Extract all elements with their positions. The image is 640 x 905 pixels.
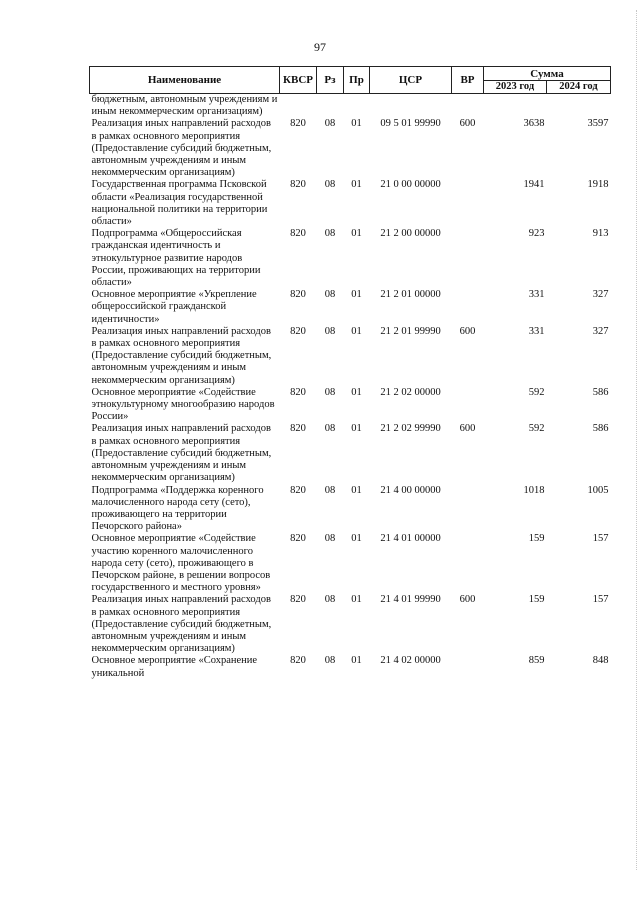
- table-row: [90, 94, 611, 119]
- cell-csr: 21 2 02 99990: [380, 423, 441, 435]
- cell-kvsr: 820: [290, 179, 306, 191]
- cell-2023: 331: [528, 289, 545, 301]
- cell-csr: 21 4 00 00000: [380, 484, 441, 496]
- cell-2023: 859: [528, 655, 545, 667]
- cell-name: Основное мероприятие «Содействие участию коренного малочисленного народа сету (сето), проживающего в Печорском районе, в решении вопросов государственного и местного уровня»: [91, 533, 271, 594]
- cell-name: Основное мероприятие «Сохранение уникальной: [91, 655, 258, 679]
- table-row: [90, 423, 611, 484]
- cell-kvsr: 820: [290, 594, 306, 606]
- cell-2024: 157: [592, 594, 609, 606]
- cell-2024: 586: [592, 386, 609, 398]
- cell-kvsr: 820: [290, 228, 306, 240]
- cell-rz: [317, 94, 344, 119]
- cell-kvsr: 820: [290, 289, 306, 301]
- cell-name: Подпрограмма «Общероссийская гражданская идентичность и этнокультурное развитие народов России, проживающих на территории области»: [91, 228, 261, 289]
- cell-csr: [370, 94, 452, 119]
- cell-name: Реализация иных направлений расходов в рамках основного мероприятия (Предоставление субсидий бюджетным, автономным учреждениям и иным некоммерческим организациям): [91, 325, 272, 386]
- cell-rz: 08: [324, 533, 336, 545]
- cell-vr: [452, 179, 484, 228]
- cell-rz: 08: [324, 655, 336, 667]
- cell-vr: [452, 387, 484, 424]
- table-row: [90, 326, 611, 387]
- header-2023: 2023 год: [484, 81, 547, 94]
- cell-name: Государственная программа Псковской области «Реализация государственной национальной политики на территории области»: [91, 179, 268, 228]
- cell-rz: 08: [324, 118, 336, 130]
- cell-rz: 08: [324, 179, 336, 191]
- table-row: [90, 179, 611, 228]
- cell-kvsr: 820: [290, 655, 306, 667]
- cell-pr: 01: [351, 179, 362, 191]
- header-sum: Сумма: [484, 67, 611, 81]
- table-body: [90, 94, 611, 680]
- cell-vr: [452, 289, 484, 326]
- table-row: [90, 228, 611, 289]
- cell-2024: 327: [592, 325, 609, 337]
- table-row: [90, 289, 611, 326]
- cell-pr: 01: [351, 118, 362, 130]
- cell-2023: 3638: [523, 118, 545, 130]
- cell-vr: [452, 655, 484, 679]
- cell-name: Основное мероприятие «Содействие этнокультурному многообразию народов России»: [91, 386, 275, 423]
- cell-vr: 600: [459, 423, 476, 435]
- cell-rz: 08: [324, 594, 336, 606]
- cell-2024: 586: [592, 423, 609, 435]
- cell-kvsr: [280, 94, 317, 119]
- cell-rz: 08: [324, 386, 336, 398]
- table-row: [90, 655, 611, 679]
- cell-pr: [344, 94, 370, 119]
- cell-2023: 923: [528, 228, 545, 240]
- cell-pr: 01: [351, 533, 362, 545]
- cell-kvsr: 820: [290, 325, 306, 337]
- scan-edge: [636, 10, 638, 870]
- cell-rz: 08: [324, 423, 336, 435]
- cell-kvsr: 820: [290, 118, 306, 130]
- cell-vr: 600: [459, 118, 476, 130]
- cell-csr: 21 4 01 99990: [380, 594, 441, 606]
- cell-pr: 01: [351, 228, 362, 240]
- cell-rz: 08: [324, 228, 336, 240]
- header-csr: ЦСР: [370, 67, 452, 94]
- cell-name: бюджетным, автономным учреждениям и иным некоммерческим организациям): [91, 94, 278, 118]
- cell-vr: [452, 485, 484, 534]
- cell-csr: 21 4 01 00000: [380, 533, 441, 545]
- cell-name: Реализация иных направлений расходов в рамках основного мероприятия (Предоставление субсидий бюджетным, автономным учреждениям и иным некоммерческим организациям): [91, 594, 272, 655]
- cell-pr: 01: [351, 325, 362, 337]
- cell-vr: 600: [459, 325, 476, 337]
- cell-vr: 600: [459, 594, 476, 606]
- cell-2024: 913: [592, 228, 609, 240]
- header-pr: Пр: [344, 67, 370, 94]
- cell-kvsr: 820: [290, 484, 306, 496]
- header-rz: Рз: [317, 67, 344, 94]
- cell-2024: 327: [592, 289, 609, 301]
- cell-rz: 08: [324, 325, 336, 337]
- cell-vr: [452, 94, 484, 119]
- cell-2024: 1918: [587, 179, 609, 191]
- cell-2024: 848: [592, 655, 609, 667]
- cell-2023: 1018: [523, 484, 545, 496]
- cell-2023: 1941: [523, 179, 545, 191]
- cell-csr: 21 2 01 00000: [380, 289, 441, 301]
- cell-pr: 01: [351, 594, 362, 606]
- cell-kvsr: 820: [290, 533, 306, 545]
- cell-2024: 1005: [587, 484, 609, 496]
- cell-name: Основное мероприятие «Укрепление общероссийской гражданской идентичности»: [91, 289, 257, 325]
- cell-2023: 592: [528, 423, 545, 435]
- header-vr: ВР: [452, 67, 484, 94]
- cell-csr: 21 2 00 00000: [380, 228, 441, 240]
- cell-kvsr: 820: [290, 386, 306, 398]
- cell-rz: 08: [324, 484, 336, 496]
- cell-2023: 159: [528, 533, 545, 545]
- table-row: [90, 485, 611, 534]
- cell-2024: 157: [592, 533, 609, 545]
- page-number: 97: [314, 40, 326, 54]
- cell-pr: 01: [351, 386, 362, 398]
- cell-rz: 08: [324, 289, 336, 301]
- cell-2024: 3597: [587, 118, 609, 130]
- cell-csr: 09 5 01 99990: [380, 118, 441, 130]
- cell-name: Реализация иных направлений расходов в рамках основного мероприятия (Предоставление субсидий бюджетным, автономным учреждениям и иным некоммерческим организациям): [91, 118, 272, 179]
- cell-csr: 21 2 02 00000: [380, 386, 441, 398]
- budget-table: [89, 66, 611, 680]
- cell-vr: [452, 228, 484, 289]
- cell-pr: 01: [351, 423, 362, 435]
- table-row: [90, 118, 611, 179]
- cell-name: Подпрограмма «Поддержка коренного малочисленного народа сету (сето), проживающего на территории Печорского района»: [91, 484, 264, 533]
- table-row: [90, 387, 611, 424]
- header-2024: 2024 год: [547, 81, 611, 94]
- cell-csr: 21 4 02 00000: [380, 655, 441, 667]
- header-name: Наименование: [90, 67, 280, 94]
- cell-2023: [484, 94, 547, 119]
- cell-kvsr: 820: [290, 423, 306, 435]
- table-header: [90, 67, 611, 94]
- cell-name: Реализация иных направлений расходов в рамках основного мероприятия (Предоставление субсидий бюджетным, автономным учреждениям и иным некоммерческим организациям): [91, 423, 272, 484]
- cell-2023: 159: [528, 594, 545, 606]
- header-kvsr: КВСР: [280, 67, 317, 94]
- cell-csr: 21 0 00 00000: [380, 179, 441, 191]
- table-row: [90, 533, 611, 594]
- cell-pr: 01: [351, 484, 362, 496]
- cell-pr: 01: [351, 289, 362, 301]
- cell-2023: 331: [528, 325, 545, 337]
- cell-vr: [452, 533, 484, 594]
- cell-2023: 592: [528, 386, 545, 398]
- cell-2024: [547, 94, 611, 119]
- table-row: [90, 594, 611, 655]
- cell-csr: 21 2 01 99990: [380, 325, 441, 337]
- cell-pr: 01: [351, 655, 362, 667]
